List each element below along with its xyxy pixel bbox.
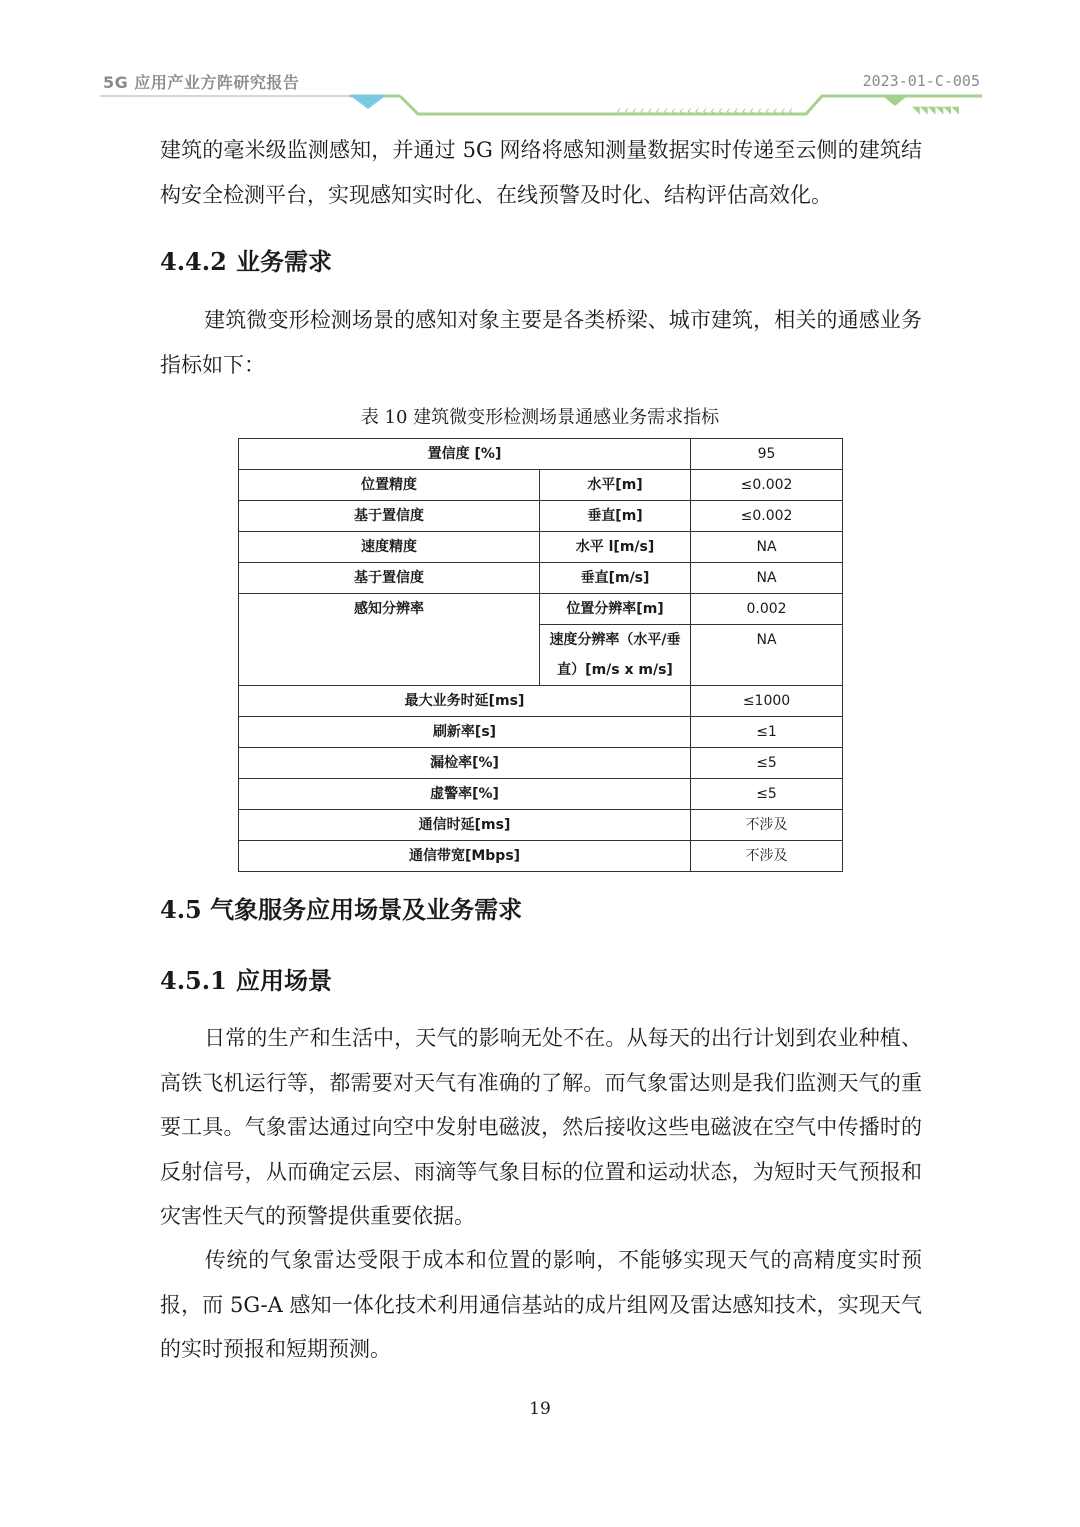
section-title: 应用场景: [236, 966, 332, 995]
table-row: [239, 532, 843, 563]
requirements-table: [238, 438, 843, 872]
table-cell-sublabel: 位置分辨率[m]: [540, 594, 691, 625]
table-row: [239, 470, 843, 501]
section-number: 4.4.2: [160, 247, 227, 276]
section-number: 4.5.1: [160, 966, 227, 995]
table-cell-label: 感知分辨率: [239, 594, 540, 686]
table-row: [239, 501, 843, 532]
header-decoration: [100, 92, 982, 120]
table-cell-value: ≤0.002: [691, 501, 843, 532]
table-cell-label: 刷新率[s]: [239, 717, 691, 748]
table-cell-value: ≤1000: [691, 686, 843, 717]
table-row: [239, 439, 843, 470]
svg-text:‹‹‹‹‹‹‹‹‹‹‹‹‹‹‹‹‹‹‹‹‹‹‹: ‹‹‹‹‹‹‹‹‹‹‹‹‹‹‹‹‹‹‹‹‹‹‹: [615, 104, 796, 119]
green-triangle-marker: [884, 97, 906, 106]
table-cell-label: 通信时延[ms]: [239, 810, 691, 841]
table-cell-label: 置信度 [%]: [239, 439, 691, 470]
application-scenario-paragraph-2: 传统的气象雷达受限于成本和位置的影响，不能够实现天气的高精度实时预报，而 5G-A 感知一体化技术利用通信基站的成片组网及雷达感知技术，实现天气的实时预报和短期预测。: [160, 1248, 922, 1361]
table-cell-value: NA: [691, 563, 843, 594]
table-cell-value: 0.002: [691, 594, 843, 625]
section-title: 业务需求: [236, 247, 332, 276]
table-cell-value: 不涉及: [691, 810, 843, 841]
table-cell-sublabel: 垂直[m/s]: [540, 563, 691, 594]
table-cell-sublabel: 速度分辨率（水平/垂 直）[m/s x m/s]: [540, 625, 691, 686]
table-cell-label: 漏检率[%]: [239, 748, 691, 779]
table-cell-label: 最大业务时延[ms]: [239, 686, 691, 717]
page-number: 19: [529, 1399, 551, 1419]
table-cell-label: 通信带宽[Mbps]: [239, 841, 691, 872]
table-cell-label: 基于置信度: [239, 563, 540, 594]
table-row: [239, 717, 843, 748]
blue-triangle-marker: [352, 97, 384, 109]
document-id: 2023-01-C-005: [862, 72, 980, 90]
table-row: [239, 779, 843, 810]
table-cell-value: ≤0.002: [691, 470, 843, 501]
table-cell-sublabel: 垂直[m]: [540, 501, 691, 532]
table-row: [239, 594, 843, 625]
application-scenario-paragraph-1: 日常的生产和生活中，天气的影响无处不在。从每天的出行计划到农业种植、高铁飞机运行等，都需要对天气有准确的了解。而气象雷达则是我们监测天气的重要工具。气象雷达通过向空中发射电磁波，然后接收这些电磁波在空气中传播时的反射信号，从而确定云层、雨滴等气象目标的位置和运动状态，为短时天气预报和灾害性天气的预警提供重要依据。: [160, 1026, 922, 1228]
table-row: [239, 563, 843, 594]
business-requirements-paragraph: 建筑微变形检测场景的感知对象主要是各类桥梁、城市建筑，相关的通感业务指标如下：: [160, 308, 922, 377]
table-cell-value: 95: [691, 439, 843, 470]
section-heading-4-5: 4.5 气象服务应用场景及业务需求: [160, 895, 523, 924]
table-row: [239, 686, 843, 717]
table-cell-value: ≤5: [691, 779, 843, 810]
table-cell-value: NA: [691, 625, 843, 686]
section-heading-4-4-2: [160, 242, 332, 277]
table-cell-label: 基于置信度: [239, 501, 540, 532]
section-heading-4-5-1: [160, 961, 332, 996]
table-cell-label: 位置精度: [239, 470, 540, 501]
report-title: 5G 应用产业方阵研究报告: [103, 73, 300, 92]
table-cell-sublabel: 水平[m]: [540, 470, 691, 501]
table-cell-sublabel: 水平 l[m/s]: [540, 532, 691, 563]
table-cell-label: 速度精度: [239, 532, 540, 563]
intro-paragraph: 建筑的毫米级监测感知，并通过 5G 网络将感知测量数据实时传递至云侧的建筑结构安全检测平台，实现感知实时化、在线预警及时化、结构评估高效化。: [160, 138, 922, 207]
table-caption: 表 10 建筑微变形检测场景通感业务需求指标: [360, 407, 720, 428]
table-row: [239, 841, 843, 872]
table-cell-value: NA: [691, 532, 843, 563]
table-cell-value: ≤1: [691, 717, 843, 748]
table-cell-label: 虚警率[%]: [239, 779, 691, 810]
table-cell-value: 不涉及: [691, 841, 843, 872]
table-row: [239, 748, 843, 779]
svg-text:◥◥◥◥◥◥: ◥◥◥◥◥◥: [912, 103, 959, 118]
table-cell-value: ≤5: [691, 748, 843, 779]
table-row: [239, 810, 843, 841]
